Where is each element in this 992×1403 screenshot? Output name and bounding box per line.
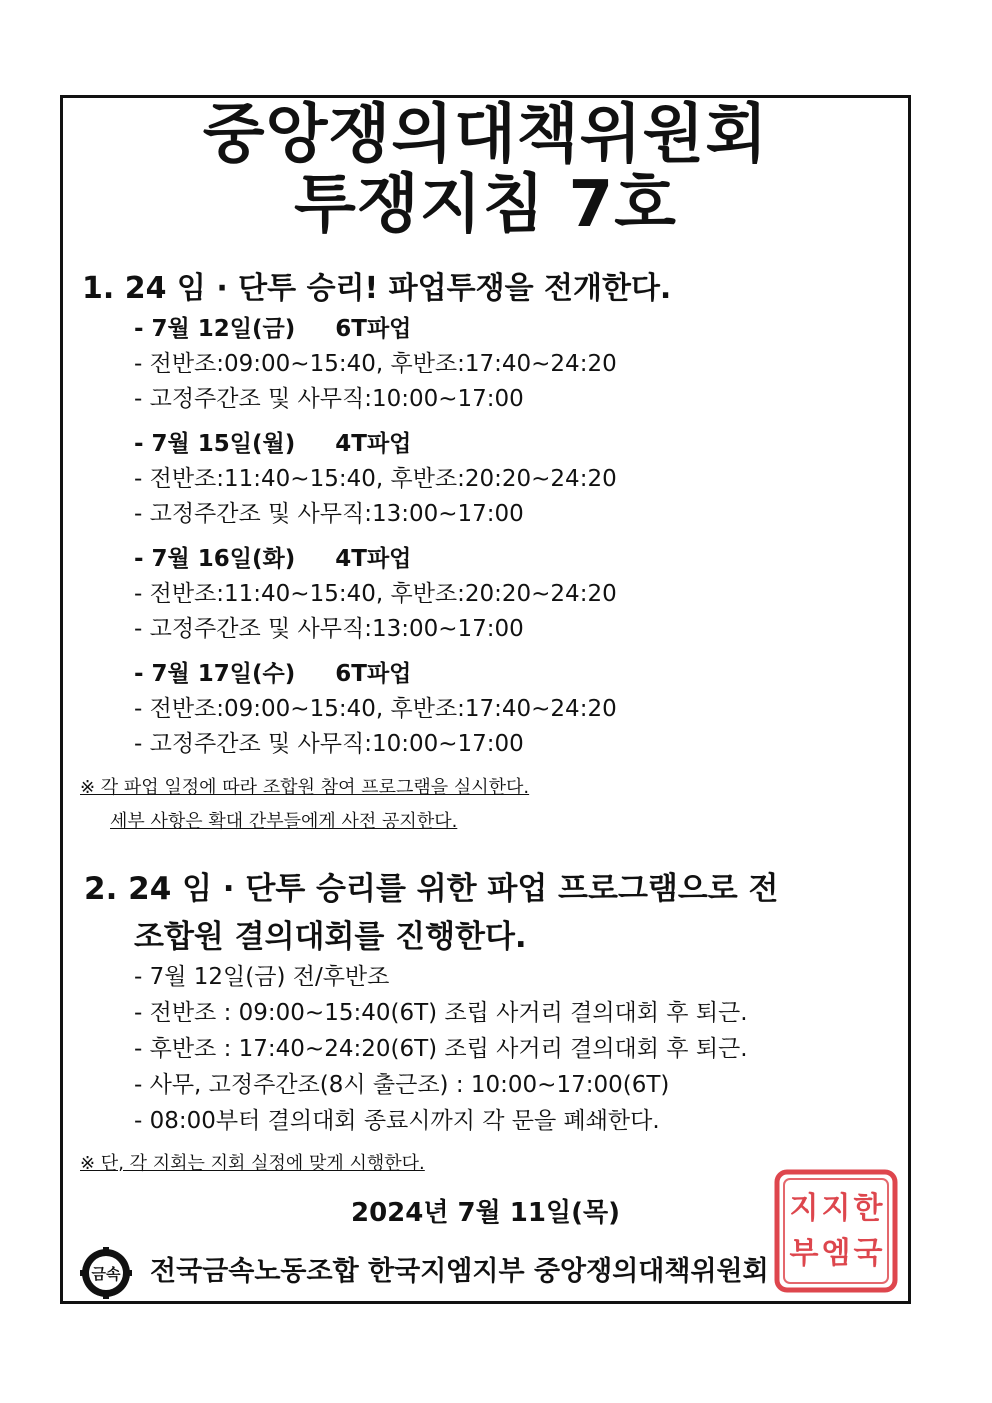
schedule-date: - 7월 15일(월) 4T파업 xyxy=(134,431,412,457)
section2-heading-cont: 조합원 결의대회를 진행한다. xyxy=(134,919,527,955)
svg-text:한: 한 xyxy=(853,1191,883,1226)
schedule-shift: - 전반조:11:40~15:40, 후반조:20:20~24:20 xyxy=(134,581,617,607)
svg-text:부: 부 xyxy=(789,1236,819,1271)
official-seal xyxy=(773,1168,899,1294)
logo-text: 금속 xyxy=(91,1265,121,1283)
schedule-date: - 7월 12일(금) 6T파업 xyxy=(134,316,412,342)
list-item: - 08:00부터 결의대회 종료시까지 각 문을 폐쇄한다. xyxy=(134,1108,660,1134)
issue-date: 2024년 7월 11일(목) xyxy=(351,1198,620,1228)
page-subtitle: 투쟁지침 7호 xyxy=(294,168,677,242)
svg-text:지: 지 xyxy=(789,1191,819,1226)
organization-name: 전국금속노동조합 한국지엠지부 중앙쟁의대책위원회 xyxy=(150,1256,769,1287)
schedule-shift: - 전반조:09:00~15:40, 후반조:17:40~24:20 xyxy=(134,351,617,377)
schedule-fixed: - 고정주간조 및 사무직:13:00~17:00 xyxy=(134,616,524,642)
section2-note: ※ 단, 각 지회는 지회 실정에 맞게 시행한다. xyxy=(80,1153,425,1174)
section1-note: ※ 각 파업 일정에 따라 조합원 참여 프로그램을 실시한다. xyxy=(80,777,530,798)
svg-text:지: 지 xyxy=(821,1191,851,1226)
list-item: - 전반조 : 09:00~15:40(6T) 조립 사거리 결의대회 후 퇴근. xyxy=(134,1000,748,1026)
page-title: 중앙쟁의대책위원회 xyxy=(202,98,769,172)
schedule-fixed: - 고정주간조 및 사무직:10:00~17:00 xyxy=(134,731,524,757)
list-item: - 후반조 : 17:40~24:20(6T) 조립 사거리 결의대회 후 퇴근. xyxy=(134,1036,748,1062)
list-item: - 사무, 고정주간조(8시 출근조) : 10:00~17:00(6T) xyxy=(134,1072,670,1098)
schedule-date: - 7월 17일(수) 6T파업 xyxy=(134,661,412,687)
schedule-shift: - 전반조:11:40~15:40, 후반조:20:20~24:20 xyxy=(134,466,617,492)
section1-note-detail: 세부 사항은 확대 간부들에게 사전 공지한다. xyxy=(110,811,458,832)
svg-text:국: 국 xyxy=(853,1236,883,1271)
union-logo-icon xyxy=(80,1247,132,1299)
list-item: - 7월 12일(금) 전/후반조 xyxy=(134,964,390,990)
schedule-date: - 7월 16일(화) 4T파업 xyxy=(134,546,412,572)
svg-text:엠: 엠 xyxy=(821,1236,851,1271)
schedule-shift: - 전반조:09:00~15:40, 후반조:17:40~24:20 xyxy=(134,696,617,722)
schedule-fixed: - 고정주간조 및 사무직:13:00~17:00 xyxy=(134,501,524,527)
section2-heading: 2. 24 임 · 단투 승리를 위한 파업 프로그램으로 전 xyxy=(84,871,779,907)
section1-heading: 1. 24 임 · 단투 승리! 파업투쟁을 전개한다. xyxy=(82,271,672,306)
schedule-fixed: - 고정주간조 및 사무직:10:00~17:00 xyxy=(134,386,524,412)
